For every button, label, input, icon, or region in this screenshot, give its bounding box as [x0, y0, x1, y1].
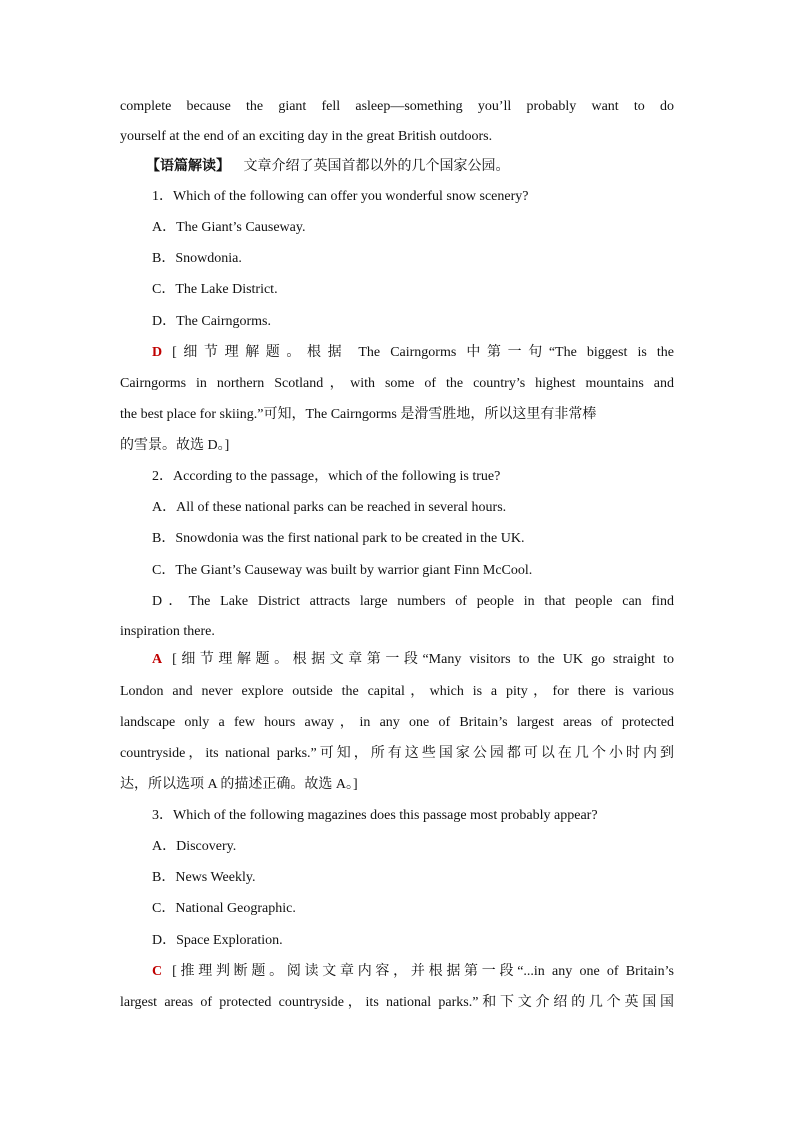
question-1-option-a: A．The Giant’s Causeway. — [152, 220, 306, 235]
question-2-option-d-continued: inspiration there. — [120, 624, 215, 639]
question-1-explanation-line: D [细节理解题。根据 The Cairngorms 中第一句“The biggest is the — [152, 345, 674, 360]
question-2-explanation-line: London and never explore outside the capital，which is a pity，for there is various — [120, 684, 674, 699]
question-2-answer: A — [152, 652, 163, 667]
question-3-stem: 3．Which of the following magazines does this passage most probably appear? — [152, 808, 598, 823]
summary-label: 【语篇解读】 — [146, 159, 230, 174]
passage-text-line: complete because the giant fell asleep—something you’ll probably want to do — [120, 99, 674, 114]
question-3-explanation-line: largest areas of protected countryside，its national parks.”和下文介绍的几个英国国 — [120, 995, 674, 1010]
question-3-option-d: D．Space Exploration. — [152, 933, 283, 948]
question-2-explanation-line: A [细节理解题。根据文章第一段“Many visitors to the UK go straight to — [152, 652, 674, 667]
question-2-stem: 2．According to the passage，which of the following is true? — [152, 469, 501, 484]
question-2-explanation-line: landscape only a few hours away，in any one of Britain’s largest areas of protected — [120, 715, 674, 730]
summary-text: 文章介绍了英国首都以外的几个国家公园。 — [243, 159, 510, 174]
question-1-explanation-line: the best place for skiing.”可知，The Cairngorms 是滑雪胜地，所以这里有非常棒 — [120, 407, 597, 422]
question-2-option-a: A．All of these national parks can be reached in several hours. — [152, 500, 507, 515]
question-1-option-b: B．Snowdonia. — [152, 251, 242, 266]
question-2-option-c: C．The Giant’s Causeway was built by warrior giant Finn McCool. — [152, 563, 533, 578]
question-1-option-c: C．The Lake District. — [152, 282, 278, 297]
question-3-option-a: A．Discovery. — [152, 839, 237, 854]
question-1-explanation-line: Cairngorms in northern Scotland，with some of the country’s highest mountains and — [120, 376, 674, 391]
question-2-explanation-line: 达，所以选项 A 的描述正确。故选 A。] — [120, 777, 358, 792]
question-2-explanation-line: countryside，its national parks.”可知，所有这些国家公园都可以在几个小时内到 — [120, 746, 674, 761]
question-2-option-b: B．Snowdonia was the first national park to be created in the UK. — [152, 531, 525, 546]
question-1-answer: D — [152, 345, 163, 360]
question-2-option-d: D．The Lake District attracts large numbers of people in that people can find — [152, 594, 674, 609]
question-1-option-d: D．The Cairngorms. — [152, 314, 271, 329]
question-3-answer: C — [152, 964, 163, 979]
question-1-explanation-line: 的雪景。故选 D。] — [120, 438, 230, 453]
question-1-stem: 1．Which of the following can offer you wonderful snow scenery? — [152, 189, 529, 204]
passage-text-line: yourself at the end of an exciting day in the great British outdoors. — [120, 129, 493, 144]
question-3-option-b: B．News Weekly. — [152, 870, 256, 885]
question-3-explanation-line: C [推理判断题。阅读文章内容，并根据第一段“...in any one of Britain’s — [152, 964, 674, 979]
summary — [146, 157, 668, 177]
question-3-option-c: C．National Geographic. — [152, 901, 296, 916]
